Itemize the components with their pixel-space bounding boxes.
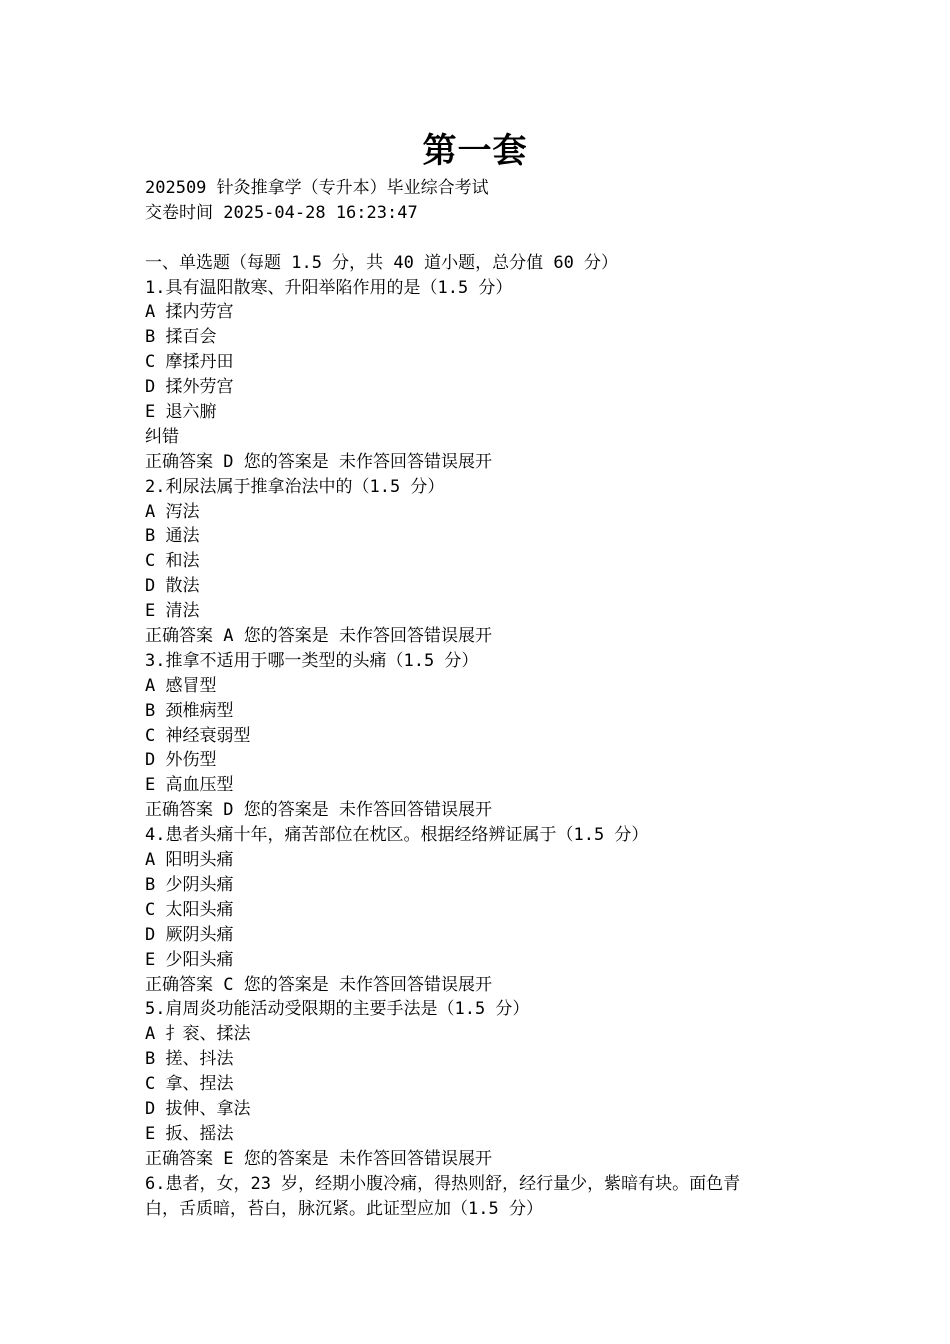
answer-line: 正确答案 C 您的答案是 未作答回答错误展开 [145,974,492,995]
option-e: E 少阳头痛 [145,949,234,970]
option-b: B 搓、抖法 [145,1049,234,1070]
option-a: A 扌衮、揉法 [145,1024,251,1045]
option-c: C 和法 [145,551,200,572]
option-c: C 神经衰弱型 [145,725,251,746]
option-a: A 阳明头痛 [145,850,234,871]
option-e: E 扳、摇法 [145,1123,234,1144]
option-b: B 通法 [145,526,200,547]
option-a: A 揉内劳宫 [145,302,234,323]
option-c: C 摩揉丹田 [145,352,234,373]
section-header: 一、单选题（每题 1.5 分，共 40 道小题，总分值 60 分） [145,252,619,273]
option-c: C 太阳头痛 [145,899,234,920]
question-stem: 4.患者头痛十年，痛苦部位在枕区。根据经络辨证属于（1.5 分） [145,825,649,846]
option-a: A 泻法 [145,501,200,522]
submit-time: 交卷时间 2025-04-28 16:23:47 [145,202,418,223]
option-b: B 少阴头痛 [145,874,234,895]
exam-name: 202509 针灸推拿学（专升本）毕业综合考试 [145,178,489,198]
option-a: A 感冒型 [145,675,217,696]
question-block [145,649,815,823]
question-block [145,997,815,1171]
report-error-label: 纠错 [145,426,179,447]
question-stem-line-1: 6.患者，女，23 岁，经期小腹冷痛，得热则舒，经行量少，紫暗有块。面色青 [145,1173,741,1194]
question-stem-line-2: 白，舌质暗，苔白，脉沉紧。此证型应加（1.5 分） [145,1198,543,1219]
question-block [145,823,815,997]
question-block [145,276,815,475]
option-d: D 外伤型 [145,750,217,771]
question-stem: 3.推拿不适用于哪一类型的头痛（1.5 分） [145,650,479,671]
answer-line: 正确答案 E 您的答案是 未作答回答错误展开 [145,1148,492,1169]
option-b: B 揉百会 [145,327,217,348]
question-stem: 2.利尿法属于推拿治法中的（1.5 分） [145,476,445,497]
answer-line: 正确答案 A 您的答案是 未作答回答错误展开 [145,626,492,647]
option-b: B 颈椎病型 [145,700,234,721]
option-d: D 拔伸、拿法 [145,1098,251,1119]
answer-line: 正确答案 D 您的答案是 未作答回答错误展开 [145,800,492,821]
document-body [145,176,815,1221]
question-block [145,475,815,649]
option-e: E 退六腑 [145,402,217,423]
option-d: D 厥阴头痛 [145,924,234,945]
option-c: C 拿、捏法 [145,1074,234,1095]
option-d: D 散法 [145,576,200,597]
blank-line [145,226,815,251]
document-title: 第一套 [422,131,528,171]
option-e: E 高血压型 [145,775,234,796]
answer-line: 正确答案 D 您的答案是 未作答回答错误展开 [145,451,492,472]
question-stem: 5.肩周炎功能活动受限期的主要手法是（1.5 分） [145,999,530,1020]
option-e: E 清法 [145,601,200,622]
question-stem: 1.具有温阳散寒、升阳举陷作用的是（1.5 分） [145,277,513,298]
question-block [145,1172,815,1222]
option-d: D 揉外劳宫 [145,377,234,398]
